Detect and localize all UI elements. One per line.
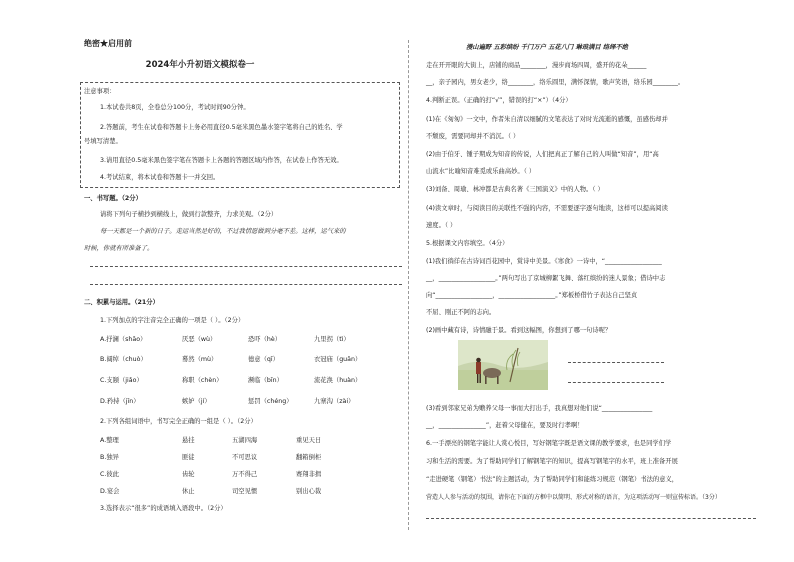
right-line: (1)在《匆匆》一文中，作者朱自清以细腻的文笔表达了对时光流逝的感慨，虽感伤却并 [426, 116, 668, 123]
right-line: 走在开开眼的大街上，店铺的商品________，漫步商场四周，盛开的花朵______ [426, 62, 647, 69]
option-cell: 濒临（bīn） [248, 377, 283, 384]
notice-item: 1.本试卷共8页，全卷总分100分，考试时间90分钟。 [100, 104, 250, 111]
option-cell: 司空见惯 [232, 488, 258, 495]
right-line: (3)看到邻家兄弟为赡养父母一事而大打出手，我真想对他们说“________________ [426, 405, 653, 412]
confidential-seal: 绝密★启用前 [84, 38, 132, 48]
column-divider [408, 40, 409, 530]
option-cell: 别出心裁 [296, 488, 322, 495]
right-line: 速度。（ ） [426, 222, 457, 229]
right-line: 习和生活的需要。为了帮助同学们了解钢笔字的知识，提高写钢笔字的水平，班上准备开展 [426, 458, 678, 465]
answer-line[interactable] [90, 284, 402, 285]
right-line: (2)画中藏有诗，诗情融于景。看到这幅图，你想到了哪一句诗呢？ [426, 327, 612, 334]
question-instruction: 请将下列句子横抄到横线上，做到行款整齐，力求美观。（2分） [100, 211, 278, 218]
passage-line: 每一天都是一个新的日子。走运当然是好的，不过我情愿做到分毫不差。这样，运气来的 [100, 228, 346, 235]
passage-line: 时候，你就有所准备了。 [84, 245, 154, 252]
option-cell: D.宴会 [100, 488, 120, 495]
section-heading: 二、积累与运用。（21分） [84, 299, 159, 306]
option-cell: B.独异 [100, 454, 119, 461]
answer-line[interactable] [90, 266, 402, 267]
option-cell: 衣冠庙（guān） [314, 356, 362, 363]
option-cell: 厌恶（wù） [182, 336, 217, 343]
option-cell: D.矜持（jīn） [100, 398, 140, 405]
question-text: 2.下列各组词语中，书写完全正确的一组是（ ）。（2分） [100, 418, 257, 425]
idiom-choices: 漫山遍野 五彩缤纷 千门万户 五花八门 琳琅满目 络绎不绝 [466, 44, 629, 51]
notice-heading: 注意事项： [84, 88, 116, 95]
right-line: 山流水”比喻知音难觅或乐曲高妙。（ ） [426, 168, 536, 175]
option-cell: A.整理 [100, 437, 119, 444]
option-cell: 休止 [182, 488, 195, 495]
answer-line[interactable] [426, 518, 756, 519]
right-line: 4.判断正误。（正确的打“√”，错误的打“×”）（4分） [426, 97, 572, 104]
right-line: 5.根据课文内容填空。（4分） [426, 240, 509, 247]
option-cell: 匪徒 [182, 454, 195, 461]
option-cell: 不可思议 [232, 454, 258, 461]
option-cell: 万不得己 [232, 471, 258, 478]
option-cell: 赛翔非揖 [296, 471, 322, 478]
option-cell: 蓦然（mù） [182, 356, 218, 363]
option-cell: 嫉妒（jí） [182, 398, 211, 405]
question-text: 3.选择表示“很多”的成语填入语段中。（2分） [100, 505, 227, 512]
option-cell: 恐吓（hè） [248, 336, 282, 343]
option-cell: 重见天日 [296, 437, 322, 444]
poem-illustration [458, 340, 548, 390]
option-cell: B.阔绰（chuò） [100, 356, 147, 363]
right-line: 6.一手漂亮的钢笔字能让人赏心悦目，写好钢笔字既是语文课的教学要求，也是同学们学 [426, 440, 672, 447]
notice-item: 4.考试结束，将本试卷和答题卡一并交回。 [100, 174, 220, 181]
option-cell: 悬挂 [182, 437, 195, 444]
option-cell: 德意（qī） [248, 356, 279, 363]
answer-line[interactable] [568, 362, 664, 363]
option-cell: 齿轮 [182, 471, 195, 478]
question-text: 1.下列加点的字注音完全正确的一项是（ ）。（2分） [100, 317, 245, 324]
option-cell: 流花涣（huàn） [314, 377, 362, 384]
right-line: __，亲子园内，男女老少，络________，络乐圆里，满怀深情，歌声笑语，络乐园________。 [426, 79, 685, 86]
exam-title: 2024年小升初语文模拟卷一 [145, 60, 255, 70]
option-cell: 九里拐（tì） [314, 336, 350, 343]
option-cell: 五湖四海 [232, 437, 258, 444]
right-line: (4)读文章时，与阅读目的关联性不强的内容，不需要逐字逐句地读，这样可以提高阅读 [426, 205, 668, 212]
answer-line[interactable] [568, 382, 664, 383]
option-cell: C.彼此 [100, 471, 119, 478]
right-line: 不颓废，需要同却并不消沉。（ ） [426, 133, 520, 140]
option-cell: 九寨沟（zài） [314, 398, 355, 405]
option-cell: C.支颐（jiǎo） [100, 377, 143, 384]
section-heading: 一、书写题。（2分） [84, 195, 142, 202]
right-line: (1)我们徜徉在古诗词百花园中，赏诗中美景。《寒食》一诗中，“__________________ [426, 258, 662, 265]
right-line: __，__________________。”两句写出了京城柳絮飞舞、落红缤纷的迷人景象；借诗中志 [426, 275, 666, 282]
right-line: (2)由于伯牙、锺子期成为知音的传说，人们把真正了解自己的人叫做“知音”，用“高 [426, 151, 659, 158]
notice-item: 2.答题前，考生在试卷和答题卡上务必用直径0.5毫米黑色墨水签字笔将自己的姓名、学 [100, 124, 343, 131]
option-cell: A.抒澜（shāo） [100, 336, 147, 343]
right-line: 营造人人参与活动的氛围，请你在下面的方框中以简明、形式对称的语言，为这项活动写一则宣传标语。（3分） [426, 494, 721, 501]
right-line: 不屈、刚正不阿的志向。 [426, 309, 496, 316]
right-line: “走进硬笔（钢笔）书法”的主题活动，为了帮助同学们和能练习规范（钢笔）书法的意义， [426, 476, 679, 483]
option-cell: 翻箱倒柜 [296, 454, 322, 461]
right-line: (3)刘备、周瑜、林冲都是古典名著《三国演义》中的人物。（ ） [426, 186, 604, 193]
notice-item: 3.请用直径0.5毫米黑色签字笔在答题卡上各题的答题区域内作答，在试卷上作答无效。 [100, 157, 343, 164]
right-line: 向“__________________，__________________。”郑板桥借竹子表达自己坚贞 [426, 292, 638, 299]
right-line: __，_______________”，赶着父母健在，要及时行孝啊！ [426, 422, 584, 429]
poem-illustration-svg [458, 340, 548, 390]
notice-item: 号填写清楚。 [84, 138, 122, 145]
option-cell: 惩罚（chéng） [248, 398, 293, 405]
option-cell: 称职（chèn） [182, 377, 223, 384]
notice-box [80, 82, 400, 188]
